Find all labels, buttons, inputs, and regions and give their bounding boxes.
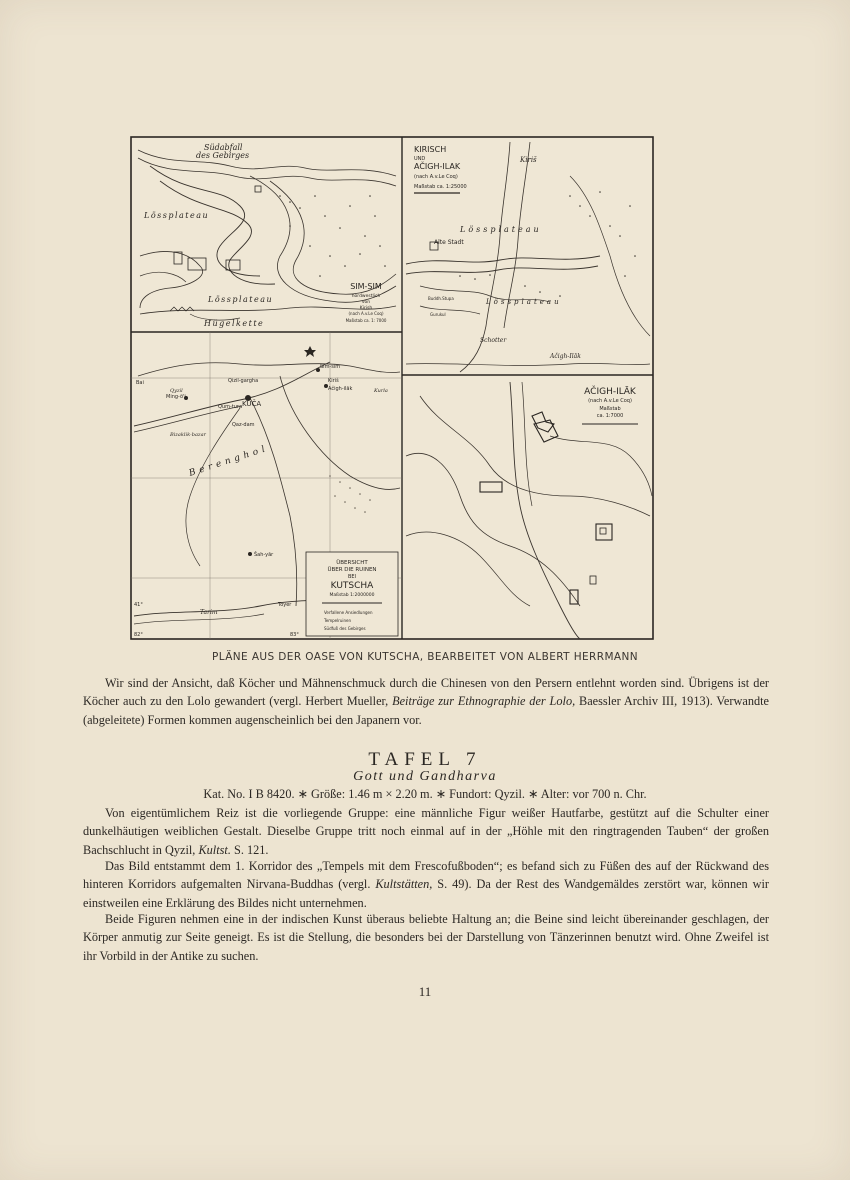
simsim-label-sudabfall: Südabfall <box>204 143 243 152</box>
kutscha-box-2: ÜBER DIE RUINEN <box>327 567 377 573</box>
paragraph-2-text-a: Von eigentümlichem Reiz ist die vorliegende Gruppe: eine männliche Figur weißer Hautfarbe, gestützt auf die Schulter einer dunkelhäutigen weiblichen Gestalt. Dieselbe Gruppe tritt noch einmal auf in der „Höhle mit den ringtragenden Tauben“ der großen Bachschlucht in Qyzil, <box>83 806 769 857</box>
kirisch-label-kirish: Kiriš <box>520 156 537 164</box>
page-number: 11 <box>418 984 432 999</box>
map-simsim <box>138 143 396 328</box>
kirisch-label-loss-1: Lössplateau <box>460 225 542 234</box>
acighilak-title: AČIGH-ILĀK <box>584 387 636 397</box>
map-kutscha <box>131 332 402 639</box>
kutscha-place-qaz-dam: Qaz-dam <box>232 422 255 428</box>
kutscha-place-bai: Bai <box>136 380 144 386</box>
map-figure <box>130 136 654 640</box>
kutscha-legend-3: Südfuß des Gebirges <box>324 626 366 631</box>
simsim-sub-4: (nach A.v.Le Coq) <box>348 311 384 316</box>
kirisch-scale: Maßstab ca. 1:25000 <box>414 184 467 190</box>
paragraph-1-text-a: Wir sind der Ansicht, daß Köcher und Mähnenschmuck durch die Chinesen von den Persern entlehnt worden sind. Übrigens ist der Köcher auch zu den Lolo gewandert (vergl. Herbert Mueller, <box>83 676 769 709</box>
kutscha-place-sahyar: Šah-yār <box>254 552 274 558</box>
simsim-scale: Maßstab ca. 1: 7000 <box>345 318 387 323</box>
acighilak-scale-1: Maßstab <box>599 406 621 412</box>
simsim-sub-1: nordwestlich <box>351 294 381 299</box>
paragraph-3 <box>83 857 769 912</box>
kutscha-place-kuca: KUČA <box>242 400 262 408</box>
paragraph-1-italic: Beiträge zur Ethnographie der Lolo, <box>392 694 576 709</box>
simsim-label-loss-1: Lössplateau <box>144 211 210 220</box>
acighilak-scale-2: ca. 1:7000 <box>596 413 624 419</box>
simsim-sub-2: von <box>361 300 371 305</box>
simsim-label-loss-2: Lössplateau <box>208 295 274 304</box>
paragraph-3-italic: Kultstätten, <box>375 877 433 892</box>
kutscha-scale: Maßstab 1:2000000 <box>329 593 375 598</box>
kutscha-box-4: KUTSCHA <box>330 581 374 591</box>
kutscha-place-qizil-gargha: Qizil-gargha <box>228 378 259 384</box>
kutscha-river-tarim: Tarim <box>200 609 218 616</box>
paragraph-2-text-b: S. 121. <box>230 842 269 857</box>
kirisch-title-2: UND <box>414 156 426 162</box>
map-kirisch <box>406 142 650 372</box>
simsim-sub-3: Kirish <box>359 306 373 311</box>
kutscha-lon-2: 83° <box>290 632 299 638</box>
kutscha-place-toyer: Toyer <box>278 602 292 608</box>
simsim-label-hugel: Hügelkette <box>204 319 265 328</box>
kirisch-label-alte-stadt: Alte Stadt <box>434 239 464 246</box>
kirisch-label-gurukul: Gurukul <box>430 312 446 317</box>
paragraph-4-text: Beide Figuren nehmen eine in der indischen Kunst überaus beliebte Haltung an; die Beine sind leicht übereinander geschlagen, der Körper anmutig zur Seite geneigt. Es ist die Stellung, die besonders bei der Darstellung von Tänzerinnen benutzt wird. Ohne Zweifel ist ihr Vorbild in der Antike zu suchen. <box>83 912 769 963</box>
paragraph-2 <box>83 804 769 859</box>
figure-caption: PLÄNE AUS DER OASE VON KUTSCHA, BEARBEITET VON ALBERT HERRMANN <box>212 651 638 663</box>
kirisch-title-3: AČIGH-ILAK <box>414 162 461 171</box>
simsim-title: SIM-SIM <box>350 282 382 291</box>
kutscha-place-simsim: Sim-sim <box>320 364 341 370</box>
kirisch-title-1: KIRISCH <box>414 145 447 154</box>
kutscha-river-berenghol: Berenghol <box>187 443 271 479</box>
kutscha-place-bizaklik: Bizaklik-bazar <box>170 432 206 438</box>
kutscha-place-kiris: Kiriš <box>328 378 339 384</box>
paragraph-2-italic: Kultst. <box>198 842 231 857</box>
paragraph-3-text-b: S. 49). Da der Rest des Wandgemäldes zerstört war, können wir einstweilen eine Erklärung des Bildes nicht unternehmen. <box>83 877 769 910</box>
kutscha-place-qizil: Qyzil <box>170 388 183 394</box>
kutscha-box-1: ÜBERSICHT <box>336 560 368 566</box>
kirisch-label-schotter: Schotter <box>480 337 507 344</box>
kutscha-legend-1: Verfallene Ansiedlungen <box>324 610 373 615</box>
section-subheading: Gott und Gandharva <box>353 769 497 784</box>
kutscha-legend-2: Tempelruinen <box>324 618 352 623</box>
paragraph-3-text-a: Das Bild entstammt dem 1. Korridor des „Tempels mit dem Frescofußboden“; es befand sich zu Füßen des auf der Rückwand des hinteren Korridors aufgemalten Nirvana-Buddhas (vergl. <box>83 859 769 892</box>
kutscha-lat: 41° <box>134 602 143 608</box>
kirisch-label-buddh: Buddh.Stupa <box>428 296 454 301</box>
map-plates <box>130 136 654 640</box>
catalog-metadata: Kat. No. I B 8420. ∗ Größe: 1.46 m × 2.20 m. ∗ Fundort: Qyzil. ∗ Alter: vor 700 n. Chr. <box>203 787 647 801</box>
kutscha-place-ming-oi: Ming-ö'i <box>166 394 186 400</box>
paragraph-1-text-b: Baessler Archiv III, 1913). Verwandte (abgeleitete) Formen kommen augenscheinlich bei den Japanern vor. <box>83 694 769 727</box>
kutscha-place-qum-tura: Qum-tura <box>218 404 243 410</box>
kutscha-box-3: BEI <box>347 574 357 580</box>
map-acighilak <box>406 382 652 639</box>
kutscha-lon-1: 82° <box>134 632 143 638</box>
kirisch-sub: (nach A.v.Le Coq) <box>414 174 458 180</box>
kutscha-place-kurla: Kurla <box>374 388 388 394</box>
kutscha-place-acigh: Ačigh-ilāk <box>328 386 353 392</box>
paragraph-1 <box>83 674 769 729</box>
paragraph-4 <box>83 910 769 965</box>
kirisch-label-loss-2: Lössplateau <box>486 298 562 306</box>
kirisch-label-acigh: Ačigh-Ilāk <box>550 353 581 360</box>
simsim-label-gebirges: des Gebirges <box>196 151 250 160</box>
section-heading: TAFEL 7 <box>368 749 482 770</box>
acighilak-sub: (nach A.v.Le Coq) <box>588 398 632 404</box>
